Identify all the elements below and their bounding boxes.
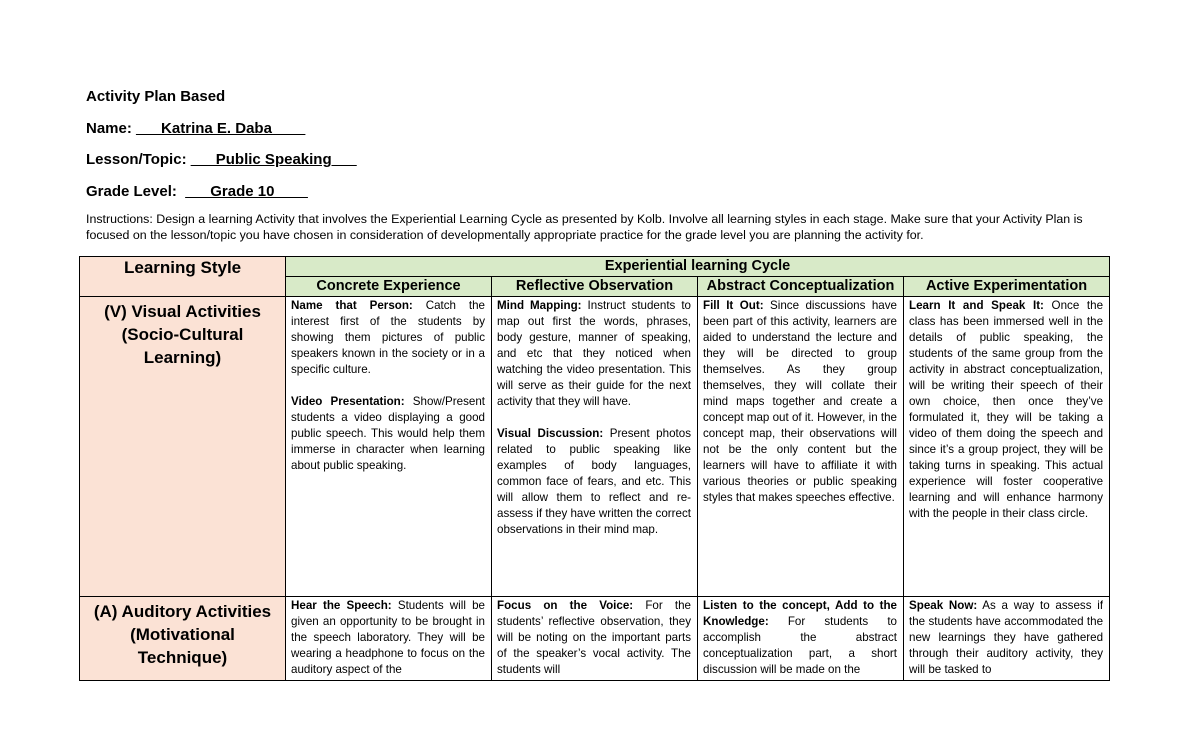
activity-cell	[698, 297, 904, 597]
activity-text: As a way to assess if the students have accommodated the new learnings they have gathered through their auditory activity, they will be tasked to	[909, 599, 1104, 676]
style-name: (V) Visual Activities	[104, 302, 261, 321]
grade-label: Grade Level:	[86, 183, 177, 200]
activity-plan-table	[79, 256, 1110, 681]
activity-title: Name that Person:	[291, 299, 413, 312]
name-label: Name:	[86, 120, 132, 137]
activity-cell	[286, 297, 492, 597]
activity-text: Since discussions have been part of this activity, learners are aided to understand the lecture and they will be directed to group themselves. As they group themselves, they will collate their mind maps together and create a concept map out of it. However, in the concept map, their observations will not be the only content but the learners will have to affiliate it with various theories or public speaking styles that makes speeches effective.	[703, 299, 897, 504]
activity-cell	[492, 297, 698, 597]
style-cell-auditory	[80, 597, 286, 681]
activity-title: Listen to the concept, Add to the Knowledge:	[703, 599, 897, 628]
activity-title: Mind Mapping:	[497, 299, 582, 312]
activity-cell	[286, 597, 492, 681]
activity-title: Video Presentation:	[291, 395, 405, 408]
lesson-value: ___Public Speaking___	[190, 151, 357, 168]
grade-value: ___Grade 10____	[185, 183, 308, 200]
activity-title: Focus on the Voice:	[497, 599, 634, 612]
activity-text: Once the class has been immersed well in the details of public speaking, the students of the same group from the activity in abstract conceptualization, will be writing their speech of their own choice, then once they’ve formulated it, they will be taking a video of them doing the speech and since it’s a group project, they will be taking turns in speaking. This actual experience will foster cooperative learning and will enhance harmony with the people in their class circle.	[909, 299, 1104, 520]
activity-text: Students will be given an opportunity to be brought in the speech laboratory. They will be wearing a headphone to focus on the auditory aspect of the	[291, 599, 485, 676]
activity-text: For the students’ reflective observation, they will be noting on the important parts of the speaker’s vocal activity. The students will	[497, 599, 691, 676]
stage-header-abstract: Abstract Conceptualization	[698, 277, 904, 297]
name-line	[86, 120, 305, 137]
activity-text: For students to accomplish the abstract conceptualization part, a short discussion will be made on the	[703, 615, 897, 676]
activity-cell	[904, 297, 1110, 597]
cycle-header: Experiential learning Cycle	[286, 257, 1110, 277]
stage-header-concrete: Concrete Experience	[286, 277, 492, 297]
instructions-text: Instructions: Design a learning Activity that involves the Experiential Learning Cycle as presented by Kolb. Involve all learning styles in each stage. Make sure that your Activity Plan is focused on the lesson/topic you have chosen in consideration of developmentally appropriate practice for the grade level you are planning the activity for.	[86, 212, 1083, 242]
activity-title: Hear the Speech:	[291, 599, 392, 612]
activity-cell	[904, 597, 1110, 681]
style-name: (A) Auditory Activities	[93, 602, 272, 621]
table-row-visual	[80, 297, 1110, 597]
learning-style-header: Learning Style	[80, 257, 286, 297]
grade-line	[86, 183, 308, 200]
activity-title: Speak Now:	[909, 599, 978, 612]
style-subtitle-cont: Learning)	[143, 348, 222, 367]
lesson-label: Lesson/Topic:	[86, 151, 187, 168]
activity-title: Visual Discussion:	[497, 427, 604, 440]
name-value: ___Katrina E. Daba____	[136, 120, 306, 137]
style-cell-visual	[80, 297, 286, 597]
activity-text: Catch the interest first of the students by showing them pictures of public speakers known in the society or in a specific culture.	[291, 299, 485, 376]
activity-title: Learn It and Speak It:	[909, 299, 1044, 312]
activity-cell	[492, 597, 698, 681]
activity-text: Show/Present students a video displaying a good public speech. This would help them immerse in character when learning about public speaking.	[291, 395, 485, 472]
activity-cell	[698, 597, 904, 681]
lesson-line	[86, 151, 357, 168]
style-subtitle-cont: Technique)	[137, 648, 228, 667]
style-subtitle: (Motivational	[130, 625, 235, 644]
document-title: Activity Plan Based	[86, 88, 226, 105]
activity-title: Fill It Out:	[703, 299, 764, 312]
activity-text: Present photos related to public speaking like examples of body languages, common face of fears, and etc. This will allow them to reflect and re-assess if they have written the correct observations in their mind map.	[497, 427, 691, 536]
style-subtitle: (Socio-Cultural	[121, 325, 244, 344]
stage-header-active: Active Experimentation	[904, 277, 1110, 297]
activity-text: Instruct students to map out first the words, phrases, body gesture, manner of speaking, and etc that they noticed when watching the video presentation. This will serve as their guide for the next activity that they will have.	[497, 299, 691, 408]
stage-header-reflective: Reflective Observation	[492, 277, 698, 297]
table-row-auditory	[80, 597, 1110, 681]
